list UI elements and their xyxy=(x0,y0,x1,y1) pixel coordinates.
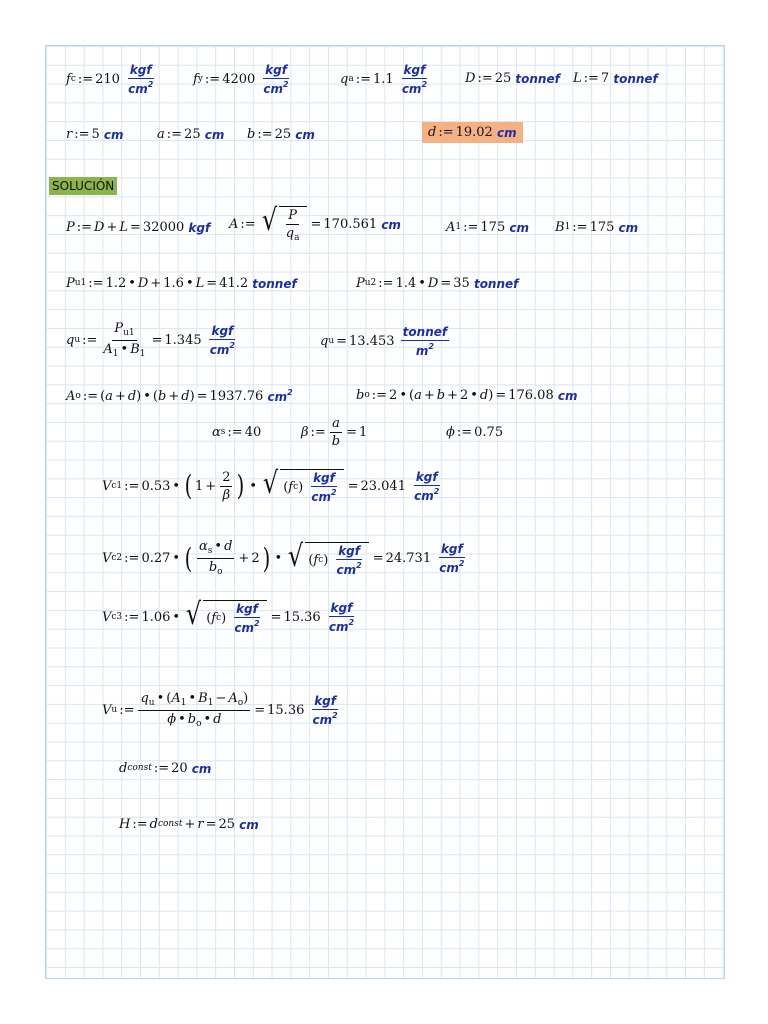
d-value: 19.02 xyxy=(455,125,493,140)
Pu1-coef-live: 1.6 xyxy=(163,276,184,291)
unit-kgf: kgf xyxy=(403,63,426,77)
eq-Vc2[interactable]: V c2 := 0.27 • ( $\frac{\alpha_s • d}{b_o}$ + 2 ) • √ ( f c ) $\frac{\text{kgf}}{cm^2}$ = 24.731 $\frac{\text{kgf}}{cm^2}$ xyxy=(102,538,465,577)
unit-cm: cm xyxy=(311,490,331,504)
unit-cm: cm xyxy=(618,220,639,235)
worksheet-page xyxy=(45,45,725,979)
dconst-value: 20 xyxy=(171,761,188,776)
unit-cm: cm xyxy=(496,125,517,140)
b-value: 25 xyxy=(274,127,292,142)
A1-value: 175 xyxy=(480,220,506,235)
eq-alpha-s[interactable]: α s := 40 xyxy=(212,425,262,440)
a-value: 25 xyxy=(184,127,201,142)
eq-Pu2[interactable]: P u2 := 1.4 • D = 35 tonnef xyxy=(356,276,519,291)
unit-cm: cm xyxy=(267,390,288,404)
eq-a[interactable]: a := 25 cm xyxy=(157,127,225,142)
bo-coef: 2 xyxy=(389,388,398,403)
qu-tonnef-result: 13.453 xyxy=(349,334,395,349)
P-result: 32000 xyxy=(142,220,185,235)
unit-square: 2 xyxy=(356,560,362,570)
unit-cm: cm xyxy=(414,488,434,503)
unit-cm: cm xyxy=(295,127,315,142)
Vc2-coef: 0.27 xyxy=(141,551,171,566)
eq-Pu1[interactable]: P u1 := 1.2 • D + 1.6 • L = 41.2 tonnef xyxy=(66,276,297,291)
eq-bo[interactable]: b o := 2 • ( a + b + 2 • d ) = 176.08 cm xyxy=(356,388,578,403)
phi-value: 0.75 xyxy=(474,425,504,440)
eq-qa[interactable]: q a := 1.1 $\frac{\text{kgf}}{cm^2}$ xyxy=(340,63,428,96)
qu-kgf-result: 1.345 xyxy=(164,333,202,348)
B1-value: 175 xyxy=(589,220,615,235)
unit-square: 2 xyxy=(253,619,260,628)
unit-square: 2 xyxy=(332,711,338,720)
unit-cm: cm xyxy=(439,561,459,575)
unit-cm: cm xyxy=(263,82,284,96)
Vc1-coef: 0.53 xyxy=(141,478,171,494)
unit-tonnef: tonnef xyxy=(515,71,560,86)
unit-cm: cm xyxy=(557,388,578,403)
L-value: 7 xyxy=(600,71,610,86)
unit-cm: cm xyxy=(128,82,148,96)
unit-square: 2 xyxy=(229,341,235,350)
unit-square: 2 xyxy=(147,80,154,89)
eq-D[interactable]: D := 25 tonnef xyxy=(465,71,560,86)
eq-qu-kgf[interactable]: q u := $\frac{P_{u1}}{A_1 • B_1}$ = 1.345 $\frac{\text{kgf}}{cm^2}$ xyxy=(66,321,235,359)
unit-cm: cm xyxy=(239,817,259,832)
unit-tonnef: tonnef xyxy=(402,325,448,339)
unit-cm: cm xyxy=(209,343,230,357)
unit-square: 2 xyxy=(287,388,293,397)
eq-A1[interactable]: A 1 := 175 cm xyxy=(446,220,529,235)
Pu2-coef: 1.4 xyxy=(395,276,417,291)
A-result: 170.561 xyxy=(323,217,378,232)
eq-b[interactable]: b := 25 cm xyxy=(247,127,315,142)
unit-cm: cm xyxy=(312,713,333,727)
Pu1-result: 41.2 xyxy=(219,276,249,291)
fy-value: 4200 xyxy=(222,72,256,87)
Pu2-result: 35 xyxy=(453,276,470,291)
r-value: 5 xyxy=(91,127,100,142)
unit-cm: cm xyxy=(234,621,254,635)
unit-cm: cm xyxy=(204,127,225,142)
unit-cm: cm xyxy=(328,619,349,634)
unit-cm: cm xyxy=(401,82,422,96)
unit-kgf: kgf xyxy=(415,469,438,484)
unit-square: 2 xyxy=(433,486,440,496)
unit-square: 2 xyxy=(428,342,434,351)
eq-qu-tonnef[interactable]: q u = 13.453 $\frac{\text{tonnef}}{m^2}$ xyxy=(320,325,448,358)
H-result: 25 xyxy=(218,817,236,832)
unit-kgf: kgf xyxy=(188,220,211,235)
Vu-result: 15.36 xyxy=(267,703,305,718)
unit-kgf: kgf xyxy=(211,324,234,338)
unit-square: 2 xyxy=(283,80,289,89)
eq-B1[interactable]: B 1 := 175 cm xyxy=(555,220,639,235)
unit-kgf: kgf xyxy=(265,63,287,77)
alpha-s-value: 40 xyxy=(244,425,262,440)
unit-square: 2 xyxy=(421,80,428,89)
fc-value: 210 xyxy=(95,72,120,87)
unit-tonnef: tonnef xyxy=(252,276,297,291)
eq-H[interactable]: H := d const + r = 25 cm xyxy=(119,817,259,832)
Vc1-result: 23.041 xyxy=(360,478,406,494)
unit-tonnef: tonnef xyxy=(473,276,519,291)
Ao-result: 1937.76 xyxy=(209,388,264,404)
unit-kgf: kgf xyxy=(330,600,353,615)
unit-cm: cm xyxy=(336,562,357,577)
unit-kgf: kgf xyxy=(314,694,336,708)
Vc2-two: 2 xyxy=(251,551,260,566)
bo-result: 176.08 xyxy=(508,388,554,403)
unit-cm: cm xyxy=(191,761,212,776)
eq-Vc1[interactable]: V c1 := 0.53 • ( 1 + $\frac{2}{\beta}$ ) • √ ( f c ) $\frac{\text{kgf}}{cm^2}$ = 23.041 $\frac{\text{kgf}}{cm^2}$ xyxy=(102,466,440,504)
D-value: 25 xyxy=(494,71,512,86)
unit-cm: cm xyxy=(103,127,124,142)
beta-result: 1 xyxy=(359,425,368,440)
unit-square: 2 xyxy=(331,488,337,497)
qa-value: 1.1 xyxy=(372,72,394,87)
eq-Ao[interactable]: A o := ( a + d ) • ( b + d ) = 1937.76 $cm^2$ xyxy=(66,388,293,404)
Vc1-two: 2 xyxy=(222,469,231,485)
unit-m: m xyxy=(415,344,429,358)
eq-dconst[interactable]: d const := 20 cm xyxy=(119,761,212,776)
unit-kgf: kgf xyxy=(236,602,258,616)
unit-cm: cm xyxy=(381,217,401,232)
unit-kgf: kgf xyxy=(129,63,152,77)
unit-tonnef: tonnef xyxy=(613,71,658,86)
eq-L[interactable]: L := 7 tonnef xyxy=(573,71,658,86)
eq-phi[interactable]: ϕ := 0.75 xyxy=(446,425,504,440)
eq-P[interactable]: P := D + L = 32000 kgf xyxy=(66,220,211,235)
Vc3-coef: 1.06 xyxy=(141,609,171,625)
Vc2-result: 24.731 xyxy=(385,551,432,566)
solution-heading: SOLUCIÓN xyxy=(49,177,117,195)
unit-kgf: kgf xyxy=(338,543,360,558)
eq-A[interactable]: A := √ $\frac{P}{q_a}$ = 170.561 cm xyxy=(229,203,401,243)
bo-coef-inner: 2 xyxy=(459,388,469,403)
Vc3-result: 15.36 xyxy=(283,609,321,625)
eq-fy[interactable]: f y := 4200 $\frac{\text{kgf}}{cm^2}$ xyxy=(193,63,289,96)
eq-Vu[interactable]: V u := $\frac{q_u • (A_1 • B_1 - A_o)}{\phi • b_o • d}$ = 15.36 $\frac{\text{kgf}}{cm^2}$ xyxy=(102,691,338,729)
unit-kgf: kgf xyxy=(440,542,463,556)
eq-r[interactable]: r := 5 cm xyxy=(66,127,124,142)
eq-beta[interactable]: β := $\frac{a}{b}$ = 1 xyxy=(301,416,368,449)
unit-kgf: kgf xyxy=(313,471,335,485)
unit-square: 2 xyxy=(458,559,465,568)
Vc1-one: 1 xyxy=(195,478,204,494)
unit-square: 2 xyxy=(348,617,355,627)
Pu1-coef-dead: 1.2 xyxy=(105,276,127,291)
eq-Vc3[interactable]: V c3 := 1.06 • √ ( f c ) $\frac{\text{kgf}}{cm^2}$ = 15.36 $\frac{\text{kgf}}{cm^2}$ xyxy=(102,597,355,635)
eq-fc[interactable]: f c := 210 $\frac{\text{kgf}}{cm^2}$ xyxy=(66,63,154,96)
unit-cm: cm xyxy=(509,220,529,235)
eq-d-highlighted[interactable]: d := 19.02 cm xyxy=(422,122,523,143)
